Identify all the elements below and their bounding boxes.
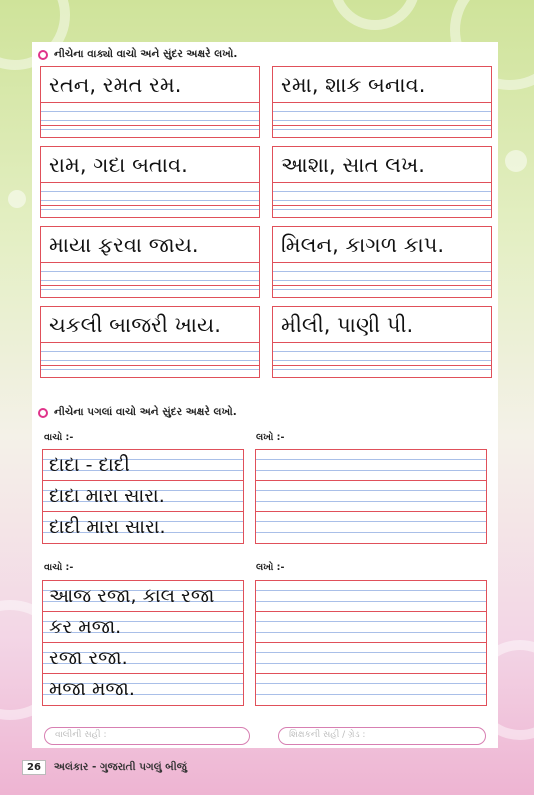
decor-circle	[330, 0, 420, 30]
writing-box[interactable]	[40, 66, 260, 138]
practice-lines	[41, 343, 259, 377]
write-row[interactable]	[256, 612, 486, 643]
write-label: લખો :-	[256, 432, 285, 443]
decor-dot	[8, 190, 26, 208]
write-box[interactable]	[255, 449, 487, 544]
practice-lines	[273, 263, 491, 297]
read-label: વાચો :-	[44, 432, 74, 443]
bullet-icon	[38, 408, 48, 418]
write-row[interactable]	[256, 581, 486, 612]
writing-box[interactable]	[272, 226, 492, 298]
model-sentence: રામ, ગદા બતાવ.	[41, 147, 259, 183]
writing-box[interactable]	[40, 306, 260, 378]
bullet-icon	[38, 50, 48, 60]
decor-dot	[505, 150, 527, 172]
practice-lines	[273, 103, 491, 137]
writing-box[interactable]	[272, 66, 492, 138]
read-row: આજ રજા, કાલ રજા	[43, 581, 243, 612]
write-row[interactable]	[256, 643, 486, 674]
model-sentence: મીલી, પાણી પી.	[273, 307, 491, 343]
read-row: કર મજા.	[43, 612, 243, 643]
read-row: દાદા મારા સારા.	[43, 481, 243, 512]
write-row[interactable]	[256, 481, 486, 512]
read-row: મજા મજા.	[43, 674, 243, 705]
model-sentence: માયા ફરવા જાય.	[41, 227, 259, 263]
model-sentence: આશા, સાત લખ.	[273, 147, 491, 183]
read-row: દાદી મારા સારા.	[43, 512, 243, 543]
writing-box[interactable]	[272, 146, 492, 218]
page-number: 26	[22, 760, 46, 775]
parent-signature-field[interactable]: વાલીની સહી :	[44, 727, 250, 745]
read-row: દાદા - દાદી	[43, 450, 243, 481]
page-footer	[22, 760, 187, 775]
teacher-signature-field[interactable]: શિક્ષકની સહી / ગ્રેડ :	[278, 727, 486, 745]
write-box[interactable]	[255, 580, 487, 706]
section2-instruction	[38, 406, 237, 419]
writing-box[interactable]	[40, 226, 260, 298]
write-row[interactable]	[256, 512, 486, 543]
section1-instruction	[38, 48, 237, 61]
practice-lines	[41, 183, 259, 217]
worksheet-page	[32, 42, 498, 748]
write-label: લખો :-	[256, 562, 285, 573]
model-sentence: રમા, શાક બનાવ.	[273, 67, 491, 103]
instruction-text: નીચેના વાક્યો વાચો અને સુંદર અક્ષરે લખો.	[54, 48, 238, 60]
book-title: અલંકાર - ગુજરાતી પગલું બીજું	[53, 761, 187, 773]
instruction-text: નીચેના પગલાં વાચો અને સુંદર અક્ષરે લખો.	[54, 406, 237, 418]
practice-lines	[41, 103, 259, 137]
model-sentence: ચકલી બાજરી ખાય.	[41, 307, 259, 343]
practice-lines	[41, 263, 259, 297]
write-row[interactable]	[256, 450, 486, 481]
practice-lines	[273, 183, 491, 217]
read-box	[42, 580, 244, 706]
read-box	[42, 449, 244, 544]
write-row[interactable]	[256, 674, 486, 705]
writing-box[interactable]	[40, 146, 260, 218]
model-sentence: રતન, રમત રમ.	[41, 67, 259, 103]
practice-lines	[273, 343, 491, 377]
read-row: રજા રજા.	[43, 643, 243, 674]
model-sentence: મિલન, કાગળ કાપ.	[273, 227, 491, 263]
writing-box[interactable]	[272, 306, 492, 378]
read-label: વાચો :-	[44, 562, 74, 573]
